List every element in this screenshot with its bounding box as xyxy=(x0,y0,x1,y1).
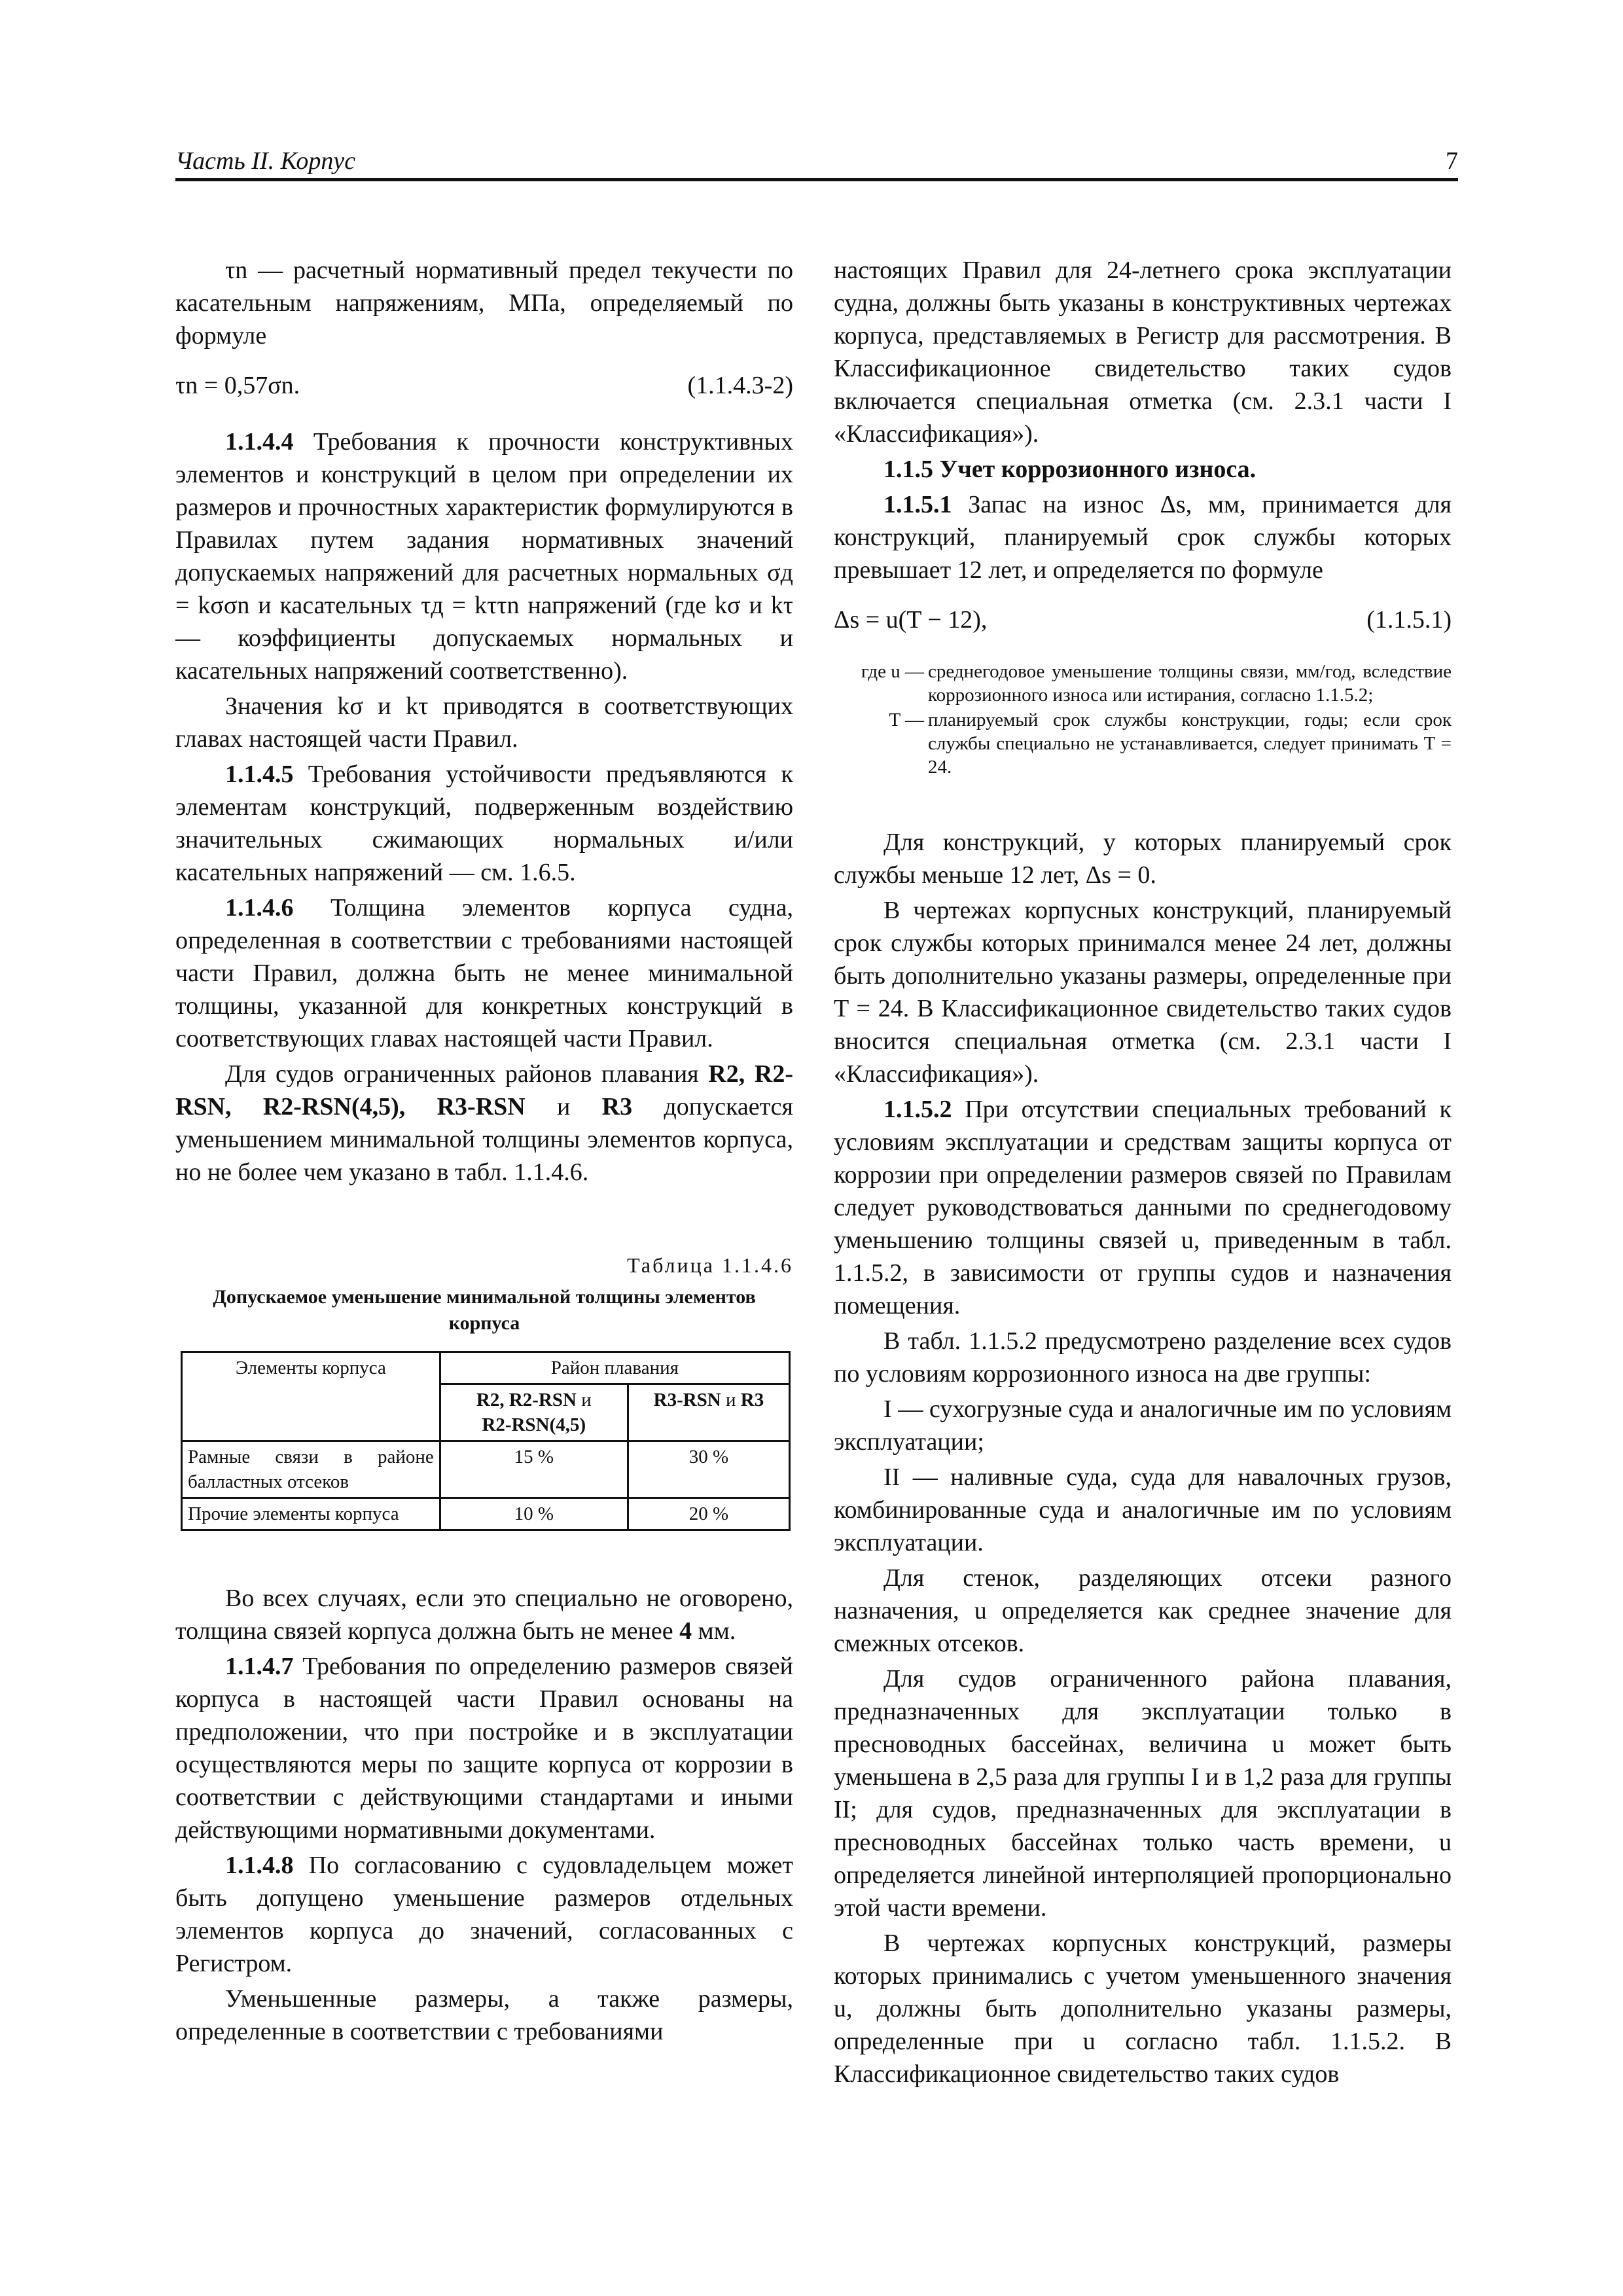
right-column xyxy=(834,254,1452,2093)
paragraph-1-1-4-7 xyxy=(175,1650,793,1846)
paragraph: В табл. 1.1.5.2 предусмотрено разделение всех судов по условиям коррозионного износа на две группы: xyxy=(834,1327,1452,1388)
paragraph: В чертежах корпусных конструкций, планируемый срок службы которых принимался менее 24 лет, должны быть дополнительно указаны размеры, определенные при T = 24. В Классификационное свидетельство таких судов вносится специальная отметка (см. 2.3.1 части I «Классификация»). xyxy=(834,897,1452,1088)
table-row xyxy=(182,1498,790,1530)
cell-r2: 10 % xyxy=(440,1498,628,1530)
paragraph: Уменьшенные размеры, а также размеры, определенные в соответствии с требованиями xyxy=(175,1985,793,2045)
section-title: Учет коррозионного износа. xyxy=(933,456,1257,483)
paragraph: τn — расчетный нормативный предел текучести по касательным напряжениям, МПа, определяемый по формуле xyxy=(175,257,793,350)
text-run: Для судов ограниченных районов плавания xyxy=(225,1060,709,1088)
legend-row-t xyxy=(834,708,1452,779)
cell-r2: 15 % xyxy=(440,1441,628,1498)
header-rule xyxy=(175,178,1458,181)
section-number: 1.1.4.4 xyxy=(225,428,294,456)
header-text: и xyxy=(576,1390,592,1410)
header-text: и xyxy=(721,1390,741,1410)
formula-legend xyxy=(834,660,1452,779)
header-text: R2-RSN(4,5) xyxy=(482,1414,586,1435)
paragraph-text: Запас на износ Δs, мм, принимается для конструкций, планируемый срок службы которых превышает 12 лет, и определяется по формуле xyxy=(834,491,1452,584)
section-number: 1.1.5 xyxy=(883,456,933,483)
formula-1-1-4-3-2 xyxy=(175,369,793,406)
section-heading-1-1-5 xyxy=(834,453,1452,486)
paragraph-text: Требования устойчивости предъявляются к элементам конструкций, подверженным воздействию значительных сжимающих нормальных и/или касательных напряжений — см. 1.6.5. xyxy=(175,761,793,886)
paragraph-text: Требования по определению размеров связей корпуса в настоящей части Правил основаны на предположении, что при постройке и в эксплуатации осуществляются меры по защите корпуса от коррозии в соответствии с действующими стандартами и иными действующими нормативными документами. xyxy=(175,1653,793,1844)
section-number: 1.1.4.8 xyxy=(225,1852,294,1879)
page-number: 7 xyxy=(1446,147,1458,175)
running-header xyxy=(175,143,1458,179)
min-thickness-value: 4 xyxy=(679,1617,692,1645)
table-caption: Таблица 1.1.4.6 xyxy=(627,1253,793,1277)
paragraph-1-1-4-5 xyxy=(175,758,793,889)
formula-number: (1.1.5.1) xyxy=(1366,606,1452,634)
formula-1-1-5-1 xyxy=(834,603,1452,640)
section-number: 1.1.5.2 xyxy=(883,1096,952,1123)
text-run: допускается уменьшением минимальной толщины элементов корпуса, но не более чем указано в табл. 1.1.4.6. xyxy=(175,1093,793,1186)
cell-r3: 30 % xyxy=(628,1441,789,1498)
paragraph xyxy=(175,1058,793,1189)
spacer xyxy=(175,1531,793,1582)
paragraph-1-1-4-8 xyxy=(175,1849,793,1980)
formula-expression: τn = 0,57σn. xyxy=(175,372,300,399)
row-label: Прочие элементы корпуса xyxy=(182,1498,440,1530)
paragraph-1-1-5-2 xyxy=(834,1093,1452,1322)
left-column xyxy=(175,254,793,2051)
paragraph: Для стенок, разделяющих отсеки разного назначения, u определяется как среднее значение для смежных отсеков. xyxy=(834,1564,1452,1657)
legend-text: среднегодовое уменьшение толщины связи, мм/год, вследствие коррозионного износа или истирания, согласно 1.1.5.2; xyxy=(928,661,1452,706)
table-row xyxy=(182,1441,790,1498)
paragraph: Значения kσ и kτ приводятся в соответствующих главах настоящей части Правил. xyxy=(175,692,793,753)
navigation-area-codes: R2, R2-RSN, R2-RSN(4,5), R3-RSN xyxy=(175,1060,793,1121)
text-run: и xyxy=(525,1093,602,1121)
legend-row-u xyxy=(834,660,1452,707)
paragraph-1-1-5-1 xyxy=(834,488,1452,586)
paragraph-group-ii: II — наливные суда, суда для навалочных грузов, комбинированные суда и аналогичные им по условиям эксплуатации. xyxy=(834,1463,1452,1556)
text-run: Во всех случаях, если это специально не оговорено, толщина связей корпуса должна быть не менее xyxy=(175,1585,793,1645)
section-number: 1.1.4.6 xyxy=(225,894,294,922)
thickness-reduction-table xyxy=(181,1351,791,1531)
table-header-elements: Элементы корпуса xyxy=(182,1352,440,1441)
paragraph: Для конструкций, у которых планируемый срок службы меньше 12 лет, Δs = 0. xyxy=(834,829,1452,889)
cell-r3: 20 % xyxy=(628,1498,789,1530)
paragraph-text: Толщина элементов корпуса судна, определенная в соответствии с требованиями настоящей части Правил, должна быть не менее минимальной толщины, указанной для конкретных конструкций в соответствующих главах настоящей части Правил. xyxy=(175,894,793,1052)
table-title: Допускаемое уменьшение минимальной толщины элементов корпуса xyxy=(213,1286,756,1334)
paragraph-text: При отсутствии специальных требований к условиям эксплуатации и средствам защиты корпуса от коррозии при определении размеров связей по Правилам следует руководствоваться данными по среднегодовому уменьшению толщины связей u, приведенным в табл. 1.1.5.2, в зависимости от группы судов и назначения помещения. xyxy=(834,1096,1452,1319)
paragraph: настоящих Правил для 24-летнего срока эксплуатации судна, должны быть указаны в конструктивных чертежах корпуса, представляемых в Регистр для рассмотрения. В Классификационное свидетельство таких судов включается специальная отметка (см. 2.3.1 части I «Классификация»). xyxy=(834,257,1452,448)
row-label: Рамные связи в районе балластных отсеков xyxy=(182,1441,440,1498)
table-header-r3 xyxy=(628,1384,789,1441)
spacer xyxy=(834,784,1452,826)
formula-number: (1.1.4.3-2) xyxy=(687,372,793,399)
text-run: мм. xyxy=(692,1617,736,1645)
paragraph: В чертежах корпусных конструкций, размеры которых принимались с учетом уменьшенного значения u, должны быть дополнительно указаны размеры, определенные при u согласно табл. 1.1.5.2. В Классификационное свидетельство таких судов xyxy=(834,1929,1452,2088)
formula-expression: Δs = u(T − 12), xyxy=(834,606,988,634)
paragraph-group-i: I — сухогрузные суда и аналогичные им по условиям эксплуатации; xyxy=(834,1395,1452,1456)
legend-text: планируемый срок службы конструкции, годы; если срок службы специально не устанавливается, следует принимать T = 24. xyxy=(928,709,1452,778)
header-text: R3-RSN xyxy=(653,1390,721,1410)
paragraph-text: По согласованию с судовладельцем может быть допущено уменьшение размеров отдельных элементов корпуса до значений, согласованных с Регистром. xyxy=(175,1852,793,1977)
section-number: 1.1.5.1 xyxy=(883,491,952,518)
section-number: 1.1.4.5 xyxy=(225,761,294,788)
header-text: R3 xyxy=(740,1390,764,1410)
header-text: R2, R2-RSN xyxy=(476,1390,577,1410)
navigation-area-code: R3 xyxy=(601,1093,633,1121)
paragraph-1-1-4-6 xyxy=(175,891,793,1055)
paragraph-text: Требования к прочности конструктивных элементов и конструкций в целом при определении их размеров и прочностных характеристик формулируются в Правилах путем задания нормативных значений допускаемых напряжений для расчетных нормальных σд = kσσn и касательных τд = kττn напряжений (где kσ и kτ — коэффициенты допускаемых нормальных и касательных напряжений соответственно). xyxy=(175,428,793,685)
legend-symbol: где u — xyxy=(861,661,924,682)
legend-symbol: T — xyxy=(889,709,924,730)
paragraph xyxy=(175,1582,793,1647)
paragraph: Для судов ограниченного района плавания, предназначенных для эксплуатации только в пресноводных бассейнах, величина u может быть уменьшена в 2,5 раза для группы I и в 1,2 раза для группы II; для судов, предназначенных для эксплуатации в пресноводных бассейнах только часть времени, u определяется линейной интерполяцией пропорционально этой части времени. xyxy=(834,1665,1452,1922)
section-number: 1.1.4.7 xyxy=(225,1653,294,1680)
running-header-title: Часть II. Корпус xyxy=(175,147,356,175)
table-header-area: Район плавания xyxy=(440,1352,789,1384)
table-header-r2 xyxy=(440,1384,628,1441)
paragraph-1-1-4-4 xyxy=(175,425,793,687)
